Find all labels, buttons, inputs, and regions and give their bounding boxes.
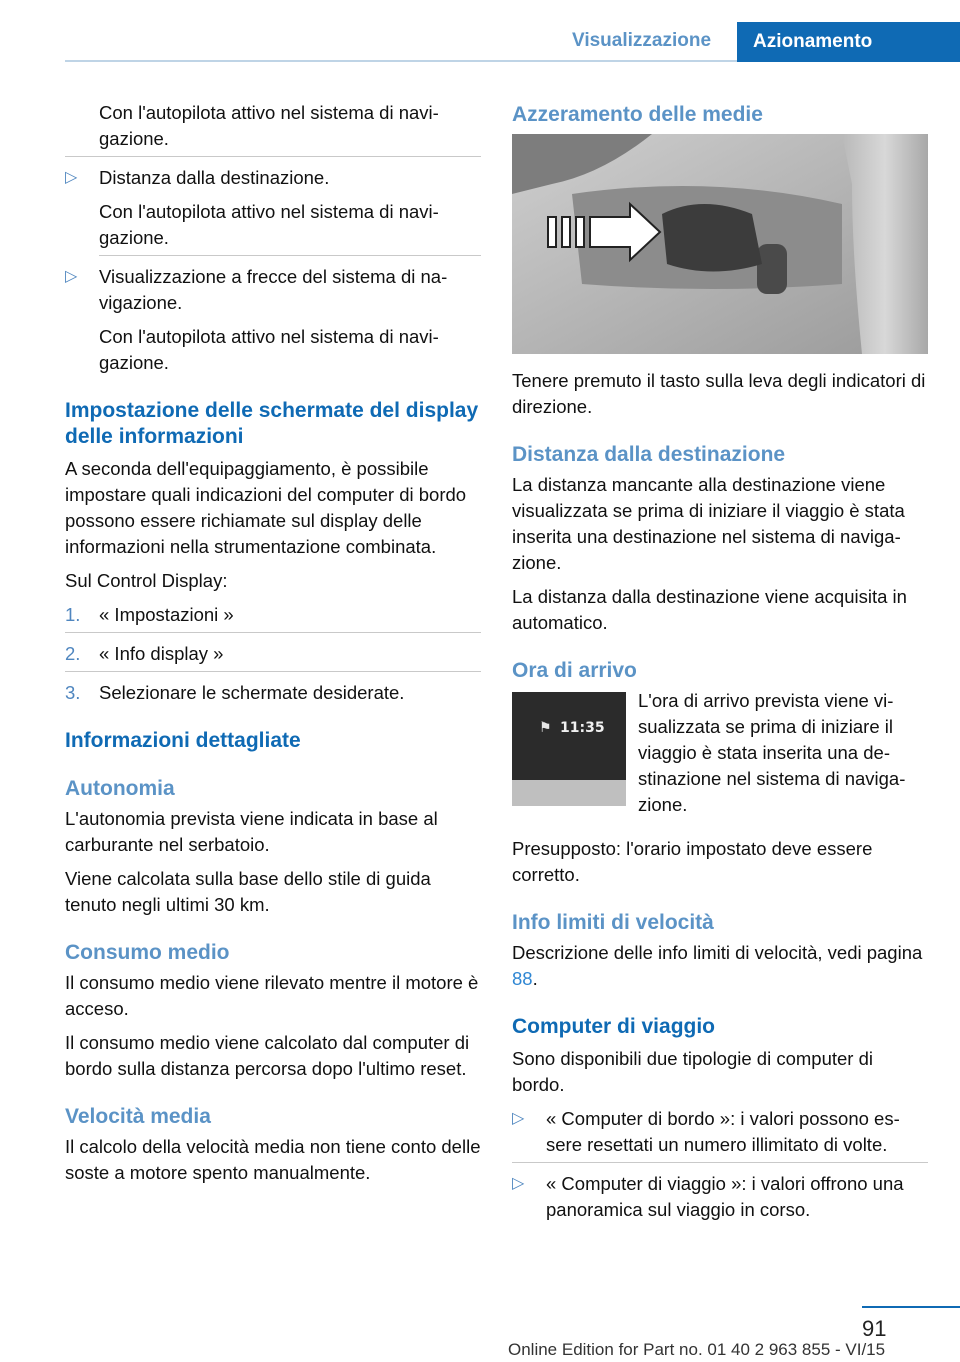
paragraph-text: Descrizione delle info limiti di velocità, vedi pagina bbox=[512, 942, 923, 963]
paragraph: Presupposto: l'orario impostato deve essere corretto. bbox=[512, 838, 873, 885]
subsection-heading: Azzeramento delle medie bbox=[512, 103, 763, 126]
paragraph: A seconda dell'equipaggiamento, è possibile impostare quali indicazioni del computer di bordo possono essere richiamate sul display delle informazioni nella strumentazione combinata. bbox=[65, 458, 467, 557]
triangle-bullet-icon: ▷ bbox=[512, 1175, 525, 1192]
section-heading: Computer di viaggio bbox=[512, 1015, 716, 1038]
header-tab-visualizzazione[interactable]: Visualizzazione bbox=[572, 30, 712, 51]
subsection-heading: Autonomia bbox=[65, 777, 175, 800]
section-heading: Informazioni dettagliate bbox=[65, 729, 301, 752]
step-number: 1. bbox=[65, 604, 81, 625]
triangle-bullet-icon: ▷ bbox=[65, 169, 78, 186]
subsection-heading: Info limiti di velocità bbox=[512, 911, 714, 934]
left-column bbox=[65, 100, 481, 1194]
footer-rule bbox=[862, 1306, 960, 1308]
subsection-heading: Velocità media bbox=[65, 1105, 211, 1128]
list-item-subtext: Con l'autopilota attivo nel sistema di navigazione. bbox=[99, 326, 439, 373]
flag-icon: ⚑ bbox=[539, 720, 552, 736]
step-text: « Impostazioni » bbox=[99, 604, 234, 625]
paragraph-text: . bbox=[532, 968, 538, 989]
subsection-heading: Consumo medio bbox=[65, 941, 230, 964]
list-item-text: « Computer di viaggio »: i valori offrono una panoramica sul viaggio in corso. bbox=[546, 1173, 904, 1220]
list-item-text: Distanza dalla destinazione. bbox=[99, 167, 330, 188]
list-item bbox=[65, 165, 481, 256]
step-item bbox=[65, 602, 481, 633]
paragraph: Il calcolo della velocità media non tiene conto delle soste a motore spento manualmente. bbox=[65, 1136, 481, 1183]
paragraph: Viene calcolata sulla base dello stile di guida tenuto negli ultimi 30 km. bbox=[65, 868, 431, 915]
page-link[interactable]: 88 bbox=[512, 968, 533, 989]
triangle-bullet-icon: ▷ bbox=[65, 268, 78, 285]
paragraph bbox=[512, 940, 928, 992]
paragraph: L'ora di arrivo prevista viene visualizzata se prima di iniziare il viaggio è stata inserita una destinazione nel sistema di navigazione. bbox=[638, 690, 906, 815]
step-number: 2. bbox=[65, 643, 81, 664]
step-text: « Info display » bbox=[99, 643, 224, 664]
turn-signal-lever-image bbox=[512, 134, 928, 354]
paragraph: Sul Control Display: bbox=[65, 570, 228, 591]
step-item bbox=[65, 641, 481, 672]
list-item-text: « Computer di bordo »: i valori possono essere resettati un numero illimitato di volte. bbox=[546, 1108, 900, 1155]
header-tab-azionamento[interactable]: Azionamento bbox=[737, 22, 960, 62]
subsection-heading: Distanza dalla destinazione bbox=[512, 443, 786, 466]
paragraph: L'autonomia prevista viene indicata in base al carburante nel serbatoio. bbox=[65, 808, 438, 855]
subsection-heading: Ora di arrivo bbox=[512, 659, 637, 682]
arrival-time-display-image bbox=[512, 692, 626, 806]
list-item-text: Visualizzazione a frecce del sistema di navigazione. bbox=[99, 266, 448, 313]
step-item bbox=[65, 680, 481, 706]
page-number: 91 bbox=[862, 1316, 887, 1341]
list-item bbox=[512, 1171, 928, 1223]
step-number: 3. bbox=[65, 682, 81, 703]
triangle-bullet-icon: ▷ bbox=[512, 1110, 525, 1127]
section-heading: Impostazione delle schermate del display delle informazioni bbox=[65, 399, 479, 448]
paragraph: Con l'autopilota attivo nel sistema di navigazione. bbox=[65, 100, 481, 157]
list-item-subtext: Con l'autopilota attivo nel sistema di navigazione. bbox=[99, 199, 481, 256]
paragraph: La distanza mancante alla destinazione viene visualizzata se prima di iniziare il viaggio è stata inserita una destinazione nel sistema di navigazione. bbox=[512, 474, 905, 573]
right-column bbox=[512, 100, 928, 1231]
list-item bbox=[65, 264, 481, 376]
paragraph: Tenere premuto il tasto sulla leva degli indicatori di direzione. bbox=[512, 370, 926, 417]
paragraph: Il consumo medio viene rilevato mentre il motore è acceso. bbox=[65, 972, 479, 1019]
list-item bbox=[512, 1106, 928, 1163]
paragraph: Sono disponibili due tipologie di computer di bordo. bbox=[512, 1048, 873, 1095]
footer-edition: Online Edition for Part no. 01 40 2 963 855 - VI/15 bbox=[508, 1340, 886, 1359]
arrival-time-block bbox=[512, 688, 928, 826]
arrival-time-value: 11:35 bbox=[560, 720, 605, 736]
paragraph: Il consumo medio viene calcolato dal computer di bordo sulla distanza percorsa dopo l'ultimo reset. bbox=[65, 1032, 470, 1079]
step-text: Selezionare le schermate desiderate. bbox=[99, 682, 405, 703]
paragraph: La distanza dalla destinazione viene acquisita in automatico. bbox=[512, 586, 907, 633]
